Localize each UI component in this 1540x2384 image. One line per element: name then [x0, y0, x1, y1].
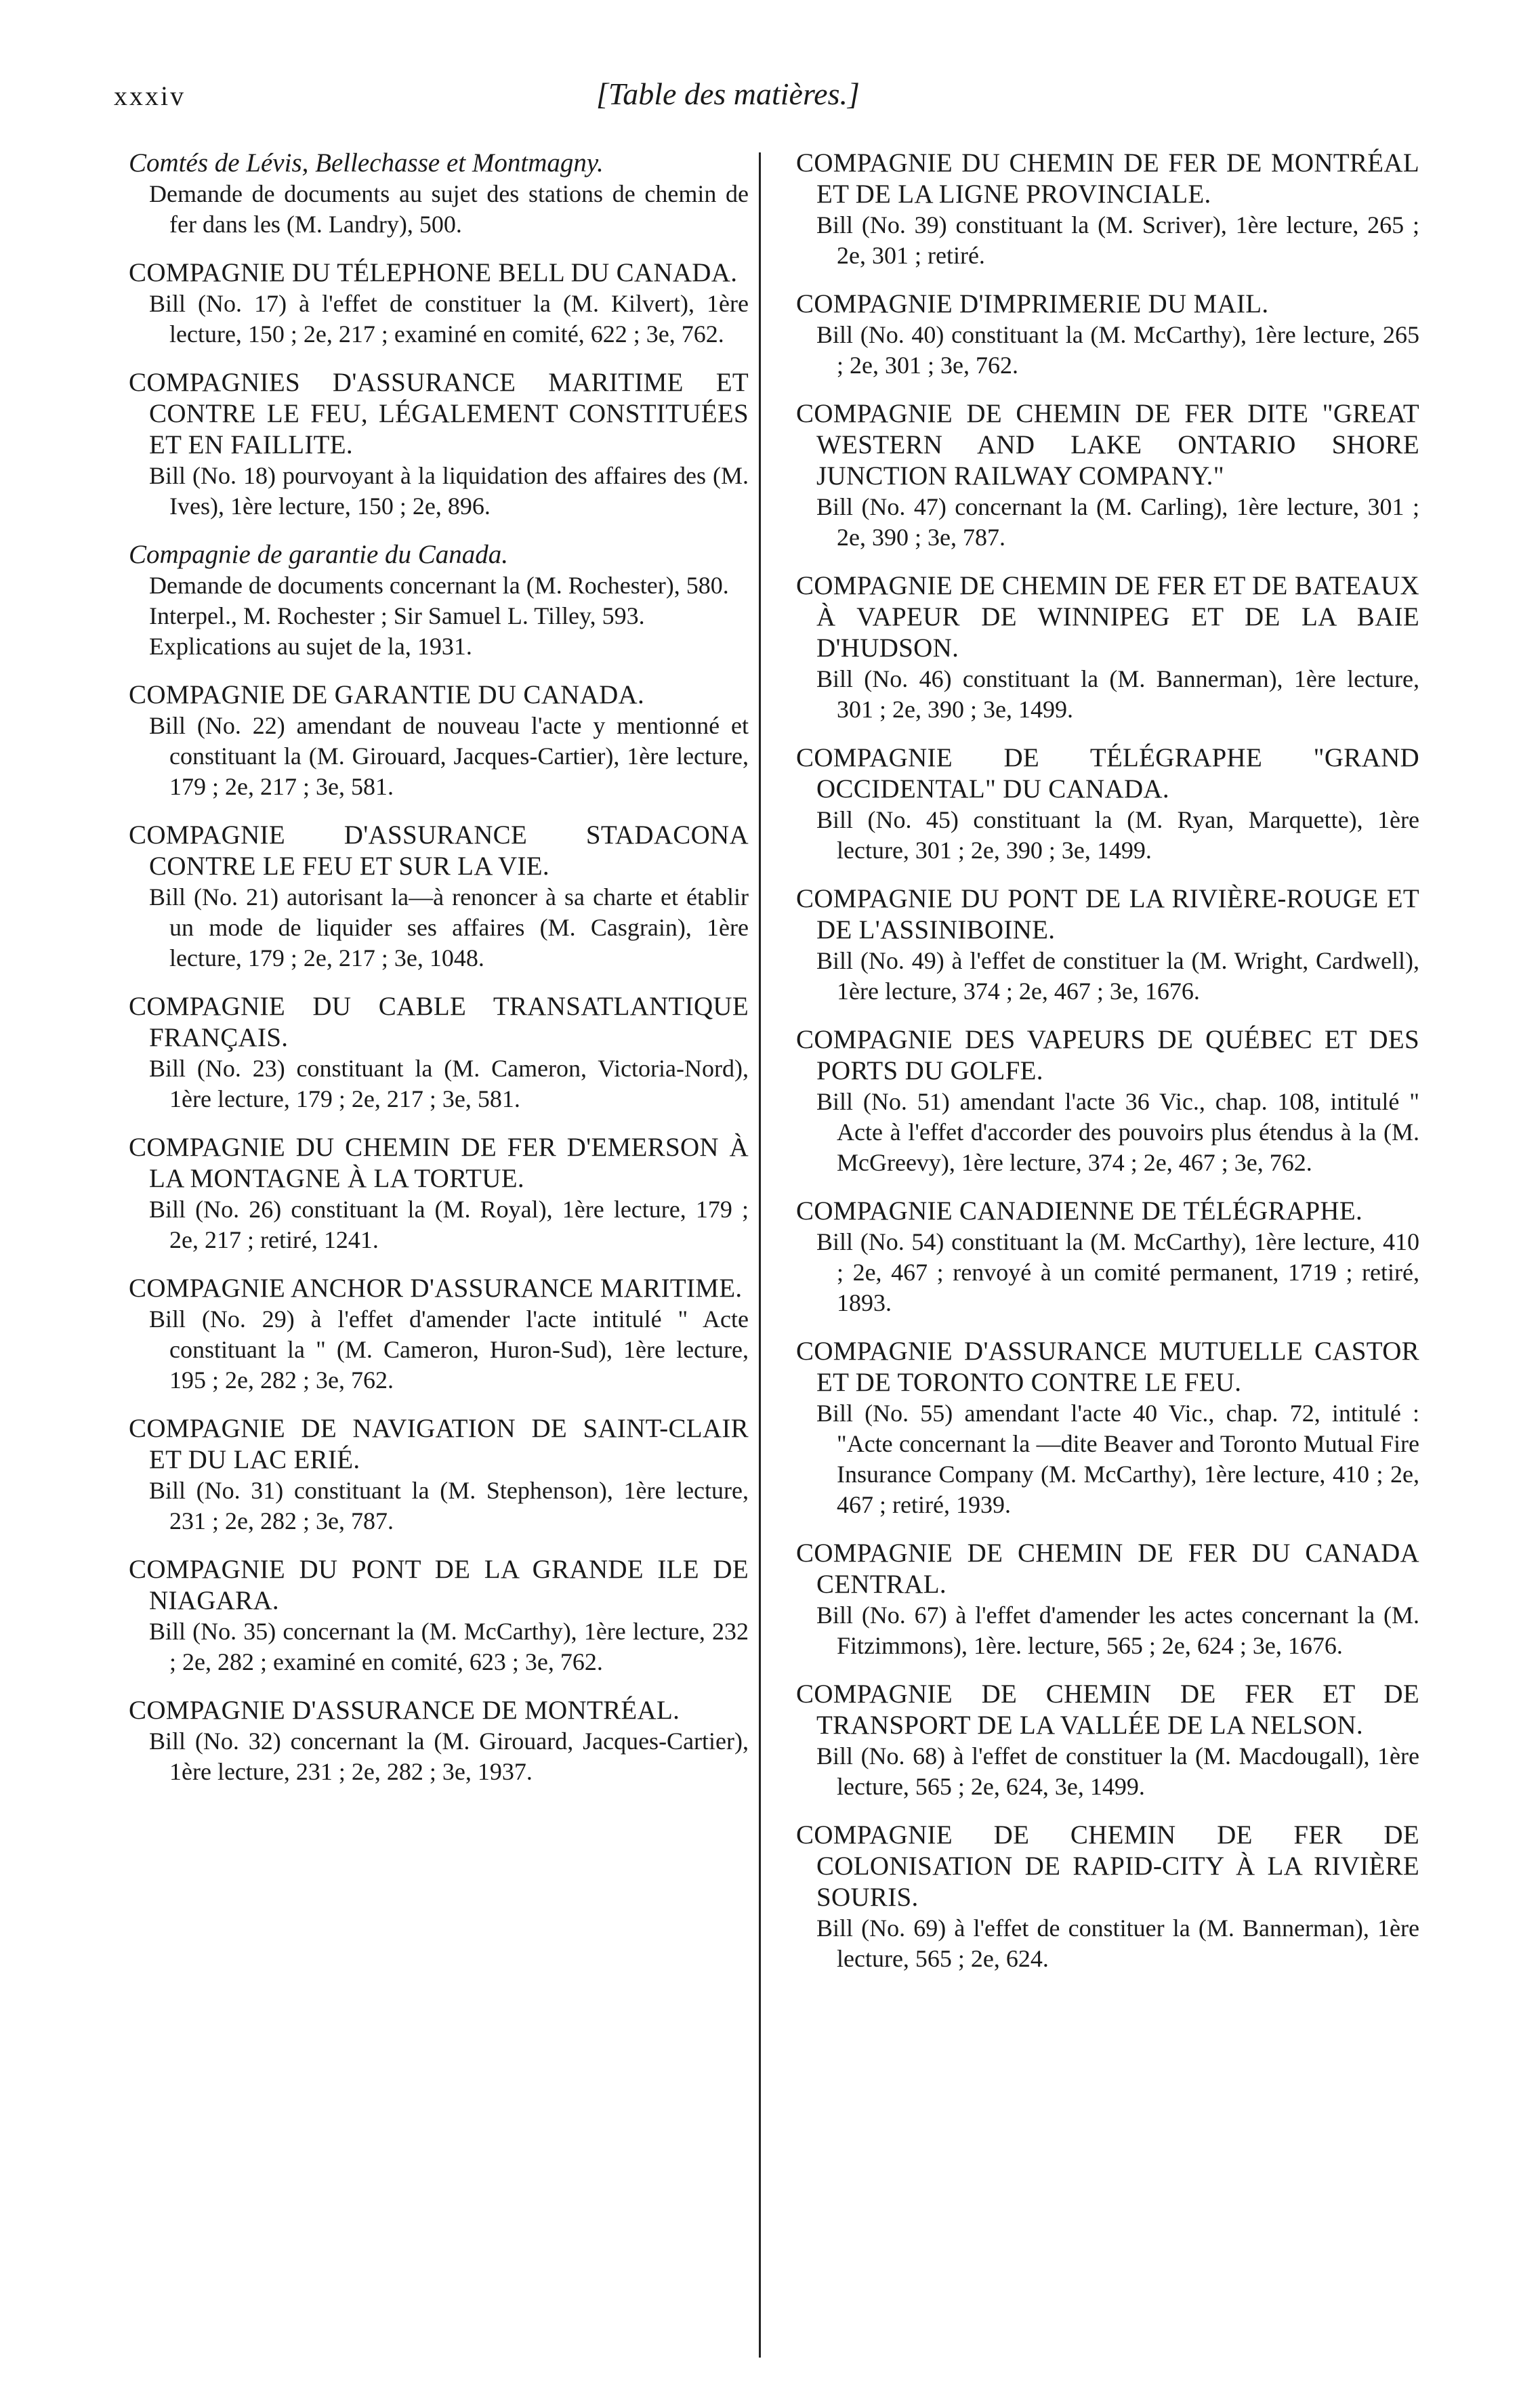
entry-heading: COMPAGNIE DU CHEMIN DE FER DE MONTRÉAL ET DE LA LIGNE PROVINCIALE. — [796, 148, 1419, 209]
entry-heading: COMPAGNIE DU CHEMIN DE FER D'EMERSON À LA MONTAGNE À LA TORTUE. — [129, 1133, 749, 1193]
entry-line: Bill (No. 46) constituant la (M. Bannerman), 1ère lecture, 301 ; 2e, 390 ; 3e, 1499. — [816, 665, 1419, 723]
entry-heading: Comtés de Lévis, Bellechasse et Montmagny. — [129, 148, 604, 177]
index-entry — [796, 743, 1419, 866]
entry-line: Bill (No. 51) amendant l'acte 36 Vic., chap. 108, intitulé " Acte à l'effet d'accorder des pouvoirs plus étendus à la (M. McGreevy), 1ère lecture, 374 ; 2e, 467 ; 3e, 762. — [816, 1088, 1419, 1176]
running-title: [Table des matières.] — [596, 77, 860, 111]
entry-heading: COMPAGNIE DE CHEMIN DE FER DITE "GREAT WESTERN AND LAKE ONTARIO SHORE JUNCTION RAILWAY COMPANY." — [796, 399, 1419, 490]
entry-line: Interpel., M. Rochester ; Sir Samuel L. Tilley, 593. — [149, 602, 645, 629]
index-entry — [796, 1679, 1419, 1802]
index-entry — [129, 1695, 749, 1787]
entry-line: Bill (No. 31) constituant la (M. Stephenson), 1ère lecture, 231 ; 2e, 282 ; 3e, 787. — [149, 1477, 749, 1534]
entry-heading: COMPAGNIE DU CABLE TRANSATLANTIQUE FRANÇAIS. — [129, 992, 749, 1052]
index-entry — [796, 883, 1419, 1007]
index-entry — [129, 1554, 749, 1677]
entry-heading: COMPAGNIE D'ASSURANCE DE MONTRÉAL. — [129, 1696, 680, 1725]
index-entry — [129, 1413, 749, 1536]
entry-heading: COMPAGNIE DES VAPEURS DE QUÉBEC ET DES PORTS DU GOLFE. — [796, 1025, 1419, 1085]
entry-line: Bill (No. 67) à l'effet d'amender les actes concernant la (M. Fitzimmons), 1ère. lecture, 565 ; 2e, 624 ; 3e, 1676. — [816, 1602, 1419, 1659]
index-entry — [129, 1273, 749, 1396]
index-entry — [129, 1132, 749, 1255]
entry-heading: COMPAGNIE ANCHOR D'ASSURANCE MARITIME. — [129, 1274, 743, 1303]
index-entry — [129, 991, 749, 1114]
entry-line: Bill (No. 17) à l'effet de constituer la (M. Kilvert), 1ère lecture, 150 ; 2e, 217 ; examiné en comité, 622 ; 3e, 762. — [149, 290, 749, 348]
entry-heading: COMPAGNIE CANADIENNE DE TÉLÉGRAPHE. — [796, 1196, 1362, 1226]
entry-line: Bill (No. 39) constituant la (M. Scriver), 1ère lecture, 265 ; 2e, 301 ; retiré. — [816, 211, 1419, 269]
entry-heading: COMPAGNIE DE CHEMIN DE FER DE COLONISATION DE RAPID-CITY À LA RIVIÈRE SOURIS. — [796, 1820, 1419, 1912]
entry-heading: COMPAGNIE DE CHEMIN DE FER ET DE TRANSPORT DE LA VALLÉE DE LA NELSON. — [796, 1679, 1419, 1740]
index-entry — [129, 820, 749, 974]
entry-heading: COMPAGNIE DE CHEMIN DE FER DU CANADA CENTRAL. — [796, 1539, 1419, 1599]
index-entry — [796, 148, 1419, 271]
entry-line: Bill (No. 45) constituant la (M. Ryan, Marquette), 1ère lecture, 301 ; 2e, 390 ; 3e, 1499. — [816, 806, 1419, 864]
entry-line: Bill (No. 21) autorisant la—à renoncer à sa charte et établir un mode de liquider ses affaires (M. Casgrain), 1ère lecture, 179 ; 2e, 217 ; 3e, 1048. — [149, 883, 749, 971]
entry-heading: COMPAGNIE DE TÉLÉGRAPHE "GRAND OCCIDENTAL" DU CANADA. — [796, 743, 1419, 803]
entry-line: Bill (No. 47) concernant la (M. Carling), 1ère lecture, 301 ; 2e, 390 ; 3e, 787. — [816, 493, 1419, 551]
entry-line: Demande de documents au sujet des stations de chemin de fer dans les (M. Landry), 500. — [149, 180, 749, 238]
index-entry — [796, 1196, 1419, 1318]
index-entry — [129, 367, 749, 522]
entry-line: Bill (No. 26) constituant la (M. Royal), 1ère lecture, 179 ; 2e, 217 ; retiré, 1241. — [149, 1196, 749, 1253]
entry-line: Bill (No. 54) constituant la (M. McCarthy), 1ère lecture, 410 ; 2e, 467 ; renvoyé à un comité permanent, 1719 ; retiré, 1893. — [816, 1228, 1419, 1316]
entry-line: Bill (No. 49) à l'effet de constituer la (M. Wright, Cardwell), 1ère lecture, 374 ; 2e, 467 ; 3e, 1676. — [816, 947, 1419, 1005]
entry-line: Bill (No. 22) amendant de nouveau l'acte y mentionné et constituant la (M. Girouard, Jacques-Cartier), 1ère lecture, 179 ; 2e, 217 ; 3e, 581. — [149, 712, 749, 800]
entry-line: Bill (No. 55) amendant l'acte 40 Vic., chap. 72, intitulé : "Acte concernant la —dite Beaver and Toronto Mutual Fire Insurance Company (M. McCarthy), 1ère lecture, 410 ; 2e, 467 ; retiré, 1939. — [816, 1400, 1419, 1518]
entry-heading: COMPAGNIE DE GARANTIE DU CANADA. — [129, 680, 645, 709]
entry-heading: COMPAGNIE DE NAVIGATION DE SAINT-CLAIR ET DU LAC ERIÉ. — [129, 1414, 749, 1474]
entry-line: Explications au sujet de la, 1931. — [149, 633, 472, 660]
index-entry — [796, 289, 1419, 381]
index-entry — [796, 1024, 1419, 1178]
entry-line: Bill (No. 69) à l'effet de constituer la (M. Bannerman), 1ère lecture, 565 ; 2e, 624. — [816, 1915, 1419, 1972]
entry-line: Bill (No. 32) concernant la (M. Girouard, Jacques-Cartier), 1ère lecture, 231 ; 2e, 282 ; 3e, 1937. — [149, 1728, 749, 1785]
index-entry — [796, 398, 1419, 553]
entry-heading: COMPAGNIE DU PONT DE LA GRANDE ILE DE NIAGARA. — [129, 1555, 749, 1615]
index-entry — [796, 1538, 1419, 1661]
index-entry — [129, 679, 749, 802]
index-entry — [129, 539, 749, 662]
entry-line: Bill (No. 23) constituant la (M. Cameron, Victoria-Nord), 1ère lecture, 179 ; 2e, 217 ; 3e, 581. — [149, 1055, 749, 1112]
entry-heading: COMPAGNIE DU TÉLEPHONE BELL DU CANADA. — [129, 258, 738, 287]
entry-heading: Compagnie de garantie du Canada. — [129, 540, 509, 569]
column-divider — [759, 152, 761, 2358]
entry-line: Demande de documents concernant la (M. Rochester), 580. — [149, 572, 729, 599]
index-entry — [129, 257, 749, 350]
entry-line: Bill (No. 18) pourvoyant à la liquidation des affaires des (M. Ives), 1ère lecture, 150 ; 2e, 896. — [149, 462, 749, 520]
index-entry — [796, 1820, 1419, 1974]
index-entry — [129, 148, 749, 240]
entry-heading: COMPAGNIE D'IMPRIMERIE DU MAIL. — [796, 289, 1269, 318]
left-column — [129, 148, 749, 1805]
right-column — [796, 148, 1419, 1992]
entry-line: Bill (No. 40) constituant la (M. McCarthy), 1ère lecture, 265 ; 2e, 301 ; 3e, 762. — [816, 321, 1419, 379]
entry-line: Bill (No. 35) concernant la (M. McCarthy), 1ère lecture, 232 ; 2e, 282 ; examiné en comité, 623 ; 3e, 762. — [149, 1618, 749, 1675]
entry-heading: COMPAGNIE DU PONT DE LA RIVIÈRE-ROUGE ET DE L'ASSINIBOINE. — [796, 884, 1419, 944]
index-entry — [796, 1336, 1419, 1520]
entry-line: Bill (No. 68) à l'effet de constituer la (M. Macdougall), 1ère lecture, 565 ; 2e, 624, 3e, 1499. — [816, 1742, 1419, 1800]
entry-line: Bill (No. 29) à l'effet d'amender l'acte intitulé " Acte constituant la " (M. Cameron, Huron-Sud), 1ère lecture, 195 ; 2e, 282 ; 3e, 762. — [149, 1305, 749, 1394]
entry-heading: COMPAGNIE D'ASSURANCE STADACONA CONTRE LE FEU ET SUR LA VIE. — [129, 820, 749, 881]
index-entry — [796, 570, 1419, 725]
entry-heading: COMPAGNIE DE CHEMIN DE FER ET DE BATEAUX À VAPEUR DE WINNIPEG ET DE LA BAIE D'HUDSON. — [796, 571, 1419, 663]
entry-heading: COMPAGNIES D'ASSURANCE MARITIME ET CONTRE LE FEU, LÉGALEMENT CONSTITUÉES ET EN FAILLITE. — [129, 368, 749, 459]
entry-heading: COMPAGNIE D'ASSURANCE MUTUELLE CASTOR ET DE TORONTO CONTRE LE FEU. — [796, 1337, 1419, 1397]
page-number: xxxiv — [114, 81, 186, 111]
